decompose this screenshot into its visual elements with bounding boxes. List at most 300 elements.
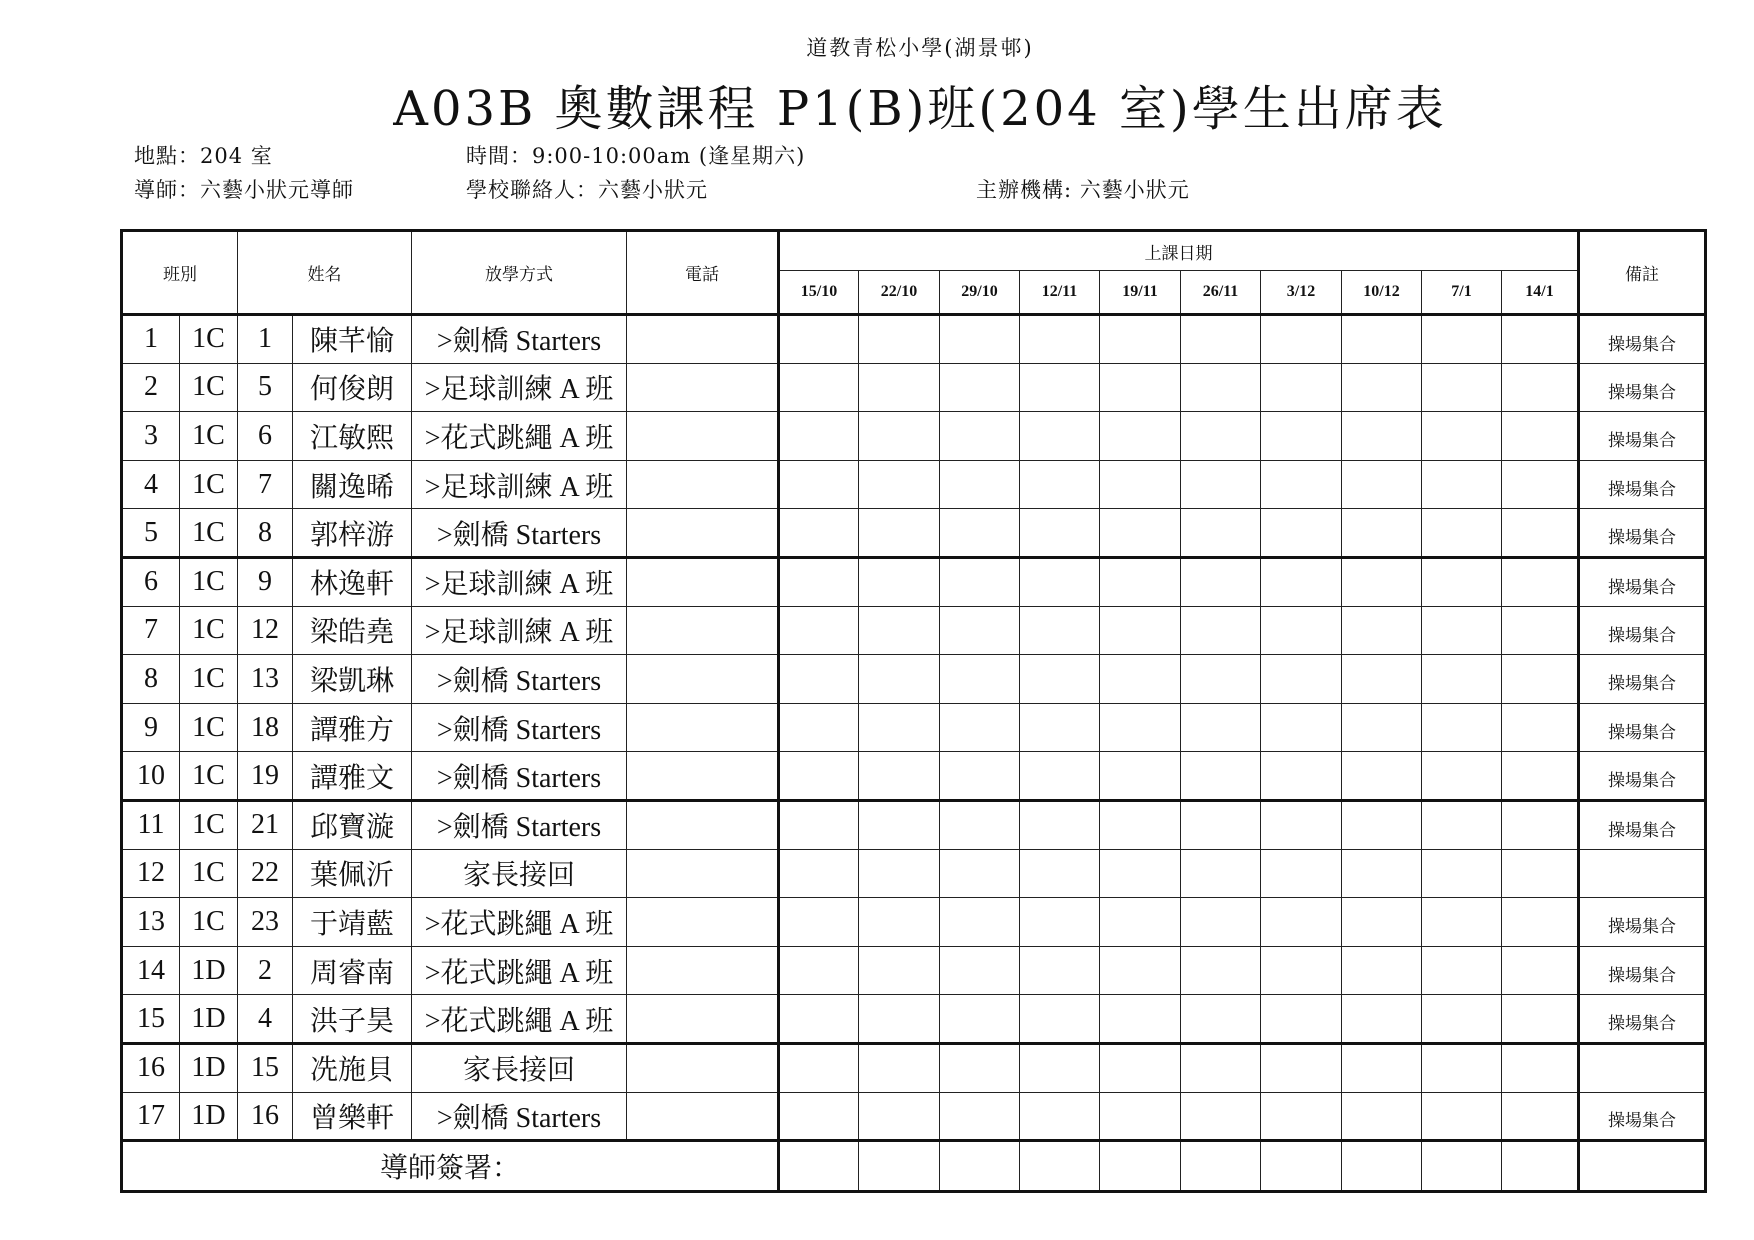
attendance-cell[interactable]: [1422, 363, 1502, 412]
attendance-cell[interactable]: [940, 752, 1020, 801]
attendance-cell[interactable]: [859, 1043, 940, 1092]
row-student-name: 冼施貝: [293, 1043, 412, 1092]
attendance-cell[interactable]: [1422, 412, 1502, 461]
table-row: [122, 509, 1706, 558]
attendance-cell[interactable]: [940, 703, 1020, 752]
attendance-cell[interactable]: [1502, 898, 1579, 947]
attendance-cell[interactable]: [1422, 946, 1502, 995]
attendance-cell[interactable]: [1502, 1092, 1579, 1141]
table-row: [122, 898, 1706, 947]
attendance-cell[interactable]: [1422, 655, 1502, 704]
attendance-cell[interactable]: [1502, 946, 1579, 995]
attendance-cell[interactable]: [859, 995, 940, 1044]
signature-cell[interactable]: [1100, 1141, 1181, 1192]
attendance-cell[interactable]: [1181, 363, 1261, 412]
attendance-cell[interactable]: [1342, 460, 1422, 509]
attendance-cell[interactable]: [1020, 898, 1100, 947]
row-dismissal: 家長接回: [412, 849, 627, 898]
attendance-cell[interactable]: [1502, 800, 1579, 849]
attendance-cell[interactable]: [1100, 606, 1181, 655]
row-class-number: 19: [238, 752, 293, 801]
row-dismissal: >花式跳繩 A 班: [412, 412, 627, 461]
row-number: 5: [122, 509, 180, 558]
attendance-cell[interactable]: [1181, 898, 1261, 947]
table-row: [122, 946, 1706, 995]
row-phone[interactable]: [627, 1092, 779, 1141]
header-remarks: 備註: [1579, 231, 1706, 315]
attendance-cell[interactable]: [859, 460, 940, 509]
date-header: 26/11: [1181, 271, 1261, 315]
attendance-cell[interactable]: [940, 800, 1020, 849]
attendance-cell[interactable]: [1422, 703, 1502, 752]
table-row: [122, 315, 1706, 364]
row-dismissal: >劍橋 Starters: [412, 703, 627, 752]
attendance-cell[interactable]: [1261, 460, 1342, 509]
attendance-cell[interactable]: [1261, 557, 1342, 606]
attendance-cell[interactable]: [1502, 315, 1579, 364]
attendance-cell[interactable]: [940, 898, 1020, 947]
signature-cell[interactable]: [859, 1141, 940, 1192]
attendance-cell[interactable]: [1502, 412, 1579, 461]
row-number: 15: [122, 995, 180, 1044]
row-remark: 操場集合: [1579, 606, 1706, 655]
attendance-cell[interactable]: [1342, 606, 1422, 655]
attendance-cell[interactable]: [1261, 849, 1342, 898]
row-dismissal: >劍橋 Starters: [412, 655, 627, 704]
school-name: 道教青松小學(湖景邨): [806, 36, 1034, 60]
attendance-cell[interactable]: [1342, 363, 1422, 412]
attendance-cell[interactable]: [1342, 509, 1422, 558]
tutor-signature-label: 導師簽署：: [122, 1141, 779, 1192]
attendance-cell[interactable]: [1422, 849, 1502, 898]
row-class: 1C: [180, 509, 238, 558]
table-row: [122, 363, 1706, 412]
attendance-cell[interactable]: [1422, 315, 1502, 364]
row-class: 1C: [180, 703, 238, 752]
row-dismissal: >足球訓練 A 班: [412, 606, 627, 655]
attendance-cell[interactable]: [779, 460, 859, 509]
attendance-cell[interactable]: [1100, 849, 1181, 898]
row-number: 4: [122, 460, 180, 509]
attendance-cell[interactable]: [1342, 655, 1422, 704]
attendance-cell[interactable]: [1020, 995, 1100, 1044]
attendance-cell[interactable]: [779, 315, 859, 364]
attendance-cell[interactable]: [1100, 460, 1181, 509]
attendance-cell[interactable]: [1181, 655, 1261, 704]
row-student-name: 譚雅文: [293, 752, 412, 801]
attendance-cell[interactable]: [1181, 800, 1261, 849]
row-class: 1C: [180, 849, 238, 898]
table-row: [122, 752, 1706, 801]
row-student-name: 周睿南: [293, 946, 412, 995]
signature-cell[interactable]: [1020, 1141, 1100, 1192]
row-phone[interactable]: [627, 752, 779, 801]
attendance-cell[interactable]: [859, 363, 940, 412]
attendance-cell[interactable]: [1422, 1043, 1502, 1092]
attendance-cell[interactable]: [1020, 460, 1100, 509]
row-class: 1D: [180, 946, 238, 995]
attendance-cell[interactable]: [859, 898, 940, 947]
row-phone[interactable]: [627, 315, 779, 364]
row-phone[interactable]: [627, 946, 779, 995]
row-dismissal: >劍橋 Starters: [412, 800, 627, 849]
attendance-cell[interactable]: [1502, 655, 1579, 704]
attendance-cell[interactable]: [1342, 315, 1422, 364]
attendance-cell[interactable]: [1100, 363, 1181, 412]
attendance-cell[interactable]: [859, 800, 940, 849]
attendance-cell[interactable]: [1422, 898, 1502, 947]
row-student-name: 梁皓堯: [293, 606, 412, 655]
attendance-cell[interactable]: [1020, 606, 1100, 655]
row-phone[interactable]: [627, 655, 779, 704]
header-class-dates: 上課日期: [779, 231, 1579, 271]
attendance-cell[interactable]: [1502, 606, 1579, 655]
row-remark: [1579, 1043, 1706, 1092]
attendance-cell[interactable]: [1261, 606, 1342, 655]
table-row: [122, 655, 1706, 704]
attendance-cell[interactable]: [1100, 655, 1181, 704]
attendance-cell[interactable]: [779, 363, 859, 412]
row-class: 1C: [180, 800, 238, 849]
row-student-name: 關逸晞: [293, 460, 412, 509]
row-number: 9: [122, 703, 180, 752]
table-row: [122, 606, 1706, 655]
row-class-number: 16: [238, 1092, 293, 1141]
attendance-cell[interactable]: [1100, 1043, 1181, 1092]
attendance-cell[interactable]: [859, 557, 940, 606]
attendance-cell[interactable]: [779, 1092, 859, 1141]
attendance-cell[interactable]: [940, 606, 1020, 655]
attendance-cell[interactable]: [1100, 800, 1181, 849]
row-phone[interactable]: [627, 703, 779, 752]
attendance-cell[interactable]: [1181, 1043, 1261, 1092]
attendance-cell[interactable]: [1422, 606, 1502, 655]
attendance-cell[interactable]: [1502, 509, 1579, 558]
attendance-cell[interactable]: [940, 315, 1020, 364]
attendance-cell[interactable]: [1100, 412, 1181, 461]
table-row: [122, 1043, 1706, 1092]
attendance-cell[interactable]: [1342, 703, 1422, 752]
signature-cell[interactable]: [1422, 1141, 1502, 1192]
attendance-cell[interactable]: [779, 800, 859, 849]
attendance-cell[interactable]: [940, 412, 1020, 461]
row-number: 17: [122, 1092, 180, 1141]
attendance-cell[interactable]: [940, 849, 1020, 898]
attendance-cell[interactable]: [1181, 460, 1261, 509]
attendance-cell[interactable]: [1181, 557, 1261, 606]
row-phone[interactable]: [627, 898, 779, 947]
row-phone[interactable]: [627, 606, 779, 655]
attendance-cell[interactable]: [1422, 460, 1502, 509]
attendance-cell[interactable]: [779, 557, 859, 606]
row-number: 3: [122, 412, 180, 461]
row-class-number: 8: [238, 509, 293, 558]
row-phone[interactable]: [627, 509, 779, 558]
attendance-cell[interactable]: [1181, 946, 1261, 995]
attendance-cell[interactable]: [1261, 703, 1342, 752]
row-dismissal: >花式跳繩 A 班: [412, 898, 627, 947]
attendance-cell[interactable]: [940, 655, 1020, 704]
row-class-number: 23: [238, 898, 293, 947]
row-number: 8: [122, 655, 180, 704]
attendance-cell[interactable]: [1181, 752, 1261, 801]
attendance-cell[interactable]: [859, 655, 940, 704]
attendance-cell[interactable]: [1100, 557, 1181, 606]
attendance-cell[interactable]: [1020, 800, 1100, 849]
attendance-cell[interactable]: [1422, 995, 1502, 1044]
attendance-cell[interactable]: [1502, 849, 1579, 898]
signature-cell[interactable]: [1342, 1141, 1422, 1192]
attendance-cell[interactable]: [1181, 703, 1261, 752]
attendance-cell[interactable]: [1181, 1092, 1261, 1141]
attendance-cell[interactable]: [1020, 509, 1100, 558]
table-row: [122, 557, 1706, 606]
table-row: [122, 412, 1706, 461]
attendance-cell[interactable]: [859, 703, 940, 752]
row-remark: 操場集合: [1579, 752, 1706, 801]
attendance-cell[interactable]: [1422, 752, 1502, 801]
attendance-cell[interactable]: [1261, 655, 1342, 704]
row-class: 1C: [180, 606, 238, 655]
attendance-cell[interactable]: [1261, 315, 1342, 364]
school-contact-info: 學校聯絡人：六藝小狀元: [466, 178, 708, 202]
row-class-number: 22: [238, 849, 293, 898]
row-remark: 操場集合: [1579, 363, 1706, 412]
attendance-cell[interactable]: [859, 412, 940, 461]
attendance-cell[interactable]: [779, 606, 859, 655]
attendance-cell[interactable]: [1020, 1092, 1100, 1141]
row-remark: 操場集合: [1579, 800, 1706, 849]
row-dismissal: >足球訓練 A 班: [412, 363, 627, 412]
attendance-cell[interactable]: [1342, 946, 1422, 995]
table-row: [122, 800, 1706, 849]
attendance-cell[interactable]: [1261, 946, 1342, 995]
signature-row: [122, 1141, 1706, 1192]
row-number: 14: [122, 946, 180, 995]
attendance-cell[interactable]: [1502, 995, 1579, 1044]
row-phone[interactable]: [627, 995, 779, 1044]
attendance-cell[interactable]: [1020, 946, 1100, 995]
header-name: 姓名: [238, 231, 412, 315]
row-class-number: 9: [238, 557, 293, 606]
header-class: 班別: [122, 231, 238, 315]
row-remark: 操場集合: [1579, 995, 1706, 1044]
attendance-cell[interactable]: [779, 849, 859, 898]
attendance-cell[interactable]: [1502, 703, 1579, 752]
attendance-cell[interactable]: [940, 995, 1020, 1044]
row-class-number: 4: [238, 995, 293, 1044]
attendance-cell[interactable]: [940, 946, 1020, 995]
attendance-cell[interactable]: [779, 946, 859, 995]
attendance-cell[interactable]: [1181, 509, 1261, 558]
row-phone[interactable]: [627, 363, 779, 412]
row-class: 1D: [180, 995, 238, 1044]
attendance-cell[interactable]: [1261, 1043, 1342, 1092]
attendance-cell[interactable]: [1342, 1043, 1422, 1092]
date-header: 14/1: [1502, 271, 1579, 315]
date-header: 29/10: [940, 271, 1020, 315]
attendance-cell[interactable]: [1422, 557, 1502, 606]
attendance-cell[interactable]: [940, 460, 1020, 509]
attendance-cell[interactable]: [1100, 898, 1181, 947]
row-class-number: 7: [238, 460, 293, 509]
attendance-cell[interactable]: [940, 363, 1020, 412]
attendance-cell[interactable]: [1100, 703, 1181, 752]
row-remark: 操場集合: [1579, 460, 1706, 509]
row-number: 2: [122, 363, 180, 412]
attendance-cell[interactable]: [1502, 1043, 1579, 1092]
row-student-name: 梁凱琳: [293, 655, 412, 704]
table-row: [122, 1092, 1706, 1141]
attendance-cell[interactable]: [1100, 315, 1181, 364]
attendance-cell[interactable]: [1342, 995, 1422, 1044]
attendance-cell[interactable]: [1020, 752, 1100, 801]
attendance-cell[interactable]: [1100, 752, 1181, 801]
attendance-cell[interactable]: [1261, 363, 1342, 412]
attendance-cell[interactable]: [1261, 509, 1342, 558]
row-phone[interactable]: [627, 412, 779, 461]
attendance-cell[interactable]: [779, 655, 859, 704]
attendance-cell[interactable]: [940, 557, 1020, 606]
attendance-cell[interactable]: [1100, 946, 1181, 995]
row-class-number: 5: [238, 363, 293, 412]
attendance-cell[interactable]: [1181, 995, 1261, 1044]
attendance-cell[interactable]: [940, 1043, 1020, 1092]
attendance-cell[interactable]: [859, 606, 940, 655]
attendance-cell[interactable]: [1181, 315, 1261, 364]
attendance-cell[interactable]: [1502, 363, 1579, 412]
row-dismissal: >花式跳繩 A 班: [412, 946, 627, 995]
attendance-cell[interactable]: [859, 849, 940, 898]
date-header: 7/1: [1422, 271, 1502, 315]
attendance-cell[interactable]: [1261, 995, 1342, 1044]
attendance-cell[interactable]: [1181, 606, 1261, 655]
row-class: 1C: [180, 363, 238, 412]
attendance-cell[interactable]: [779, 412, 859, 461]
attendance-cell[interactable]: [1422, 509, 1502, 558]
attendance-cell[interactable]: [1020, 315, 1100, 364]
signature-cell[interactable]: [1261, 1141, 1342, 1192]
attendance-cell[interactable]: [1020, 1043, 1100, 1092]
signature-cell[interactable]: [779, 1141, 859, 1192]
row-number: 13: [122, 898, 180, 947]
row-class: 1C: [180, 655, 238, 704]
row-phone[interactable]: [627, 557, 779, 606]
attendance-cell[interactable]: [859, 752, 940, 801]
attendance-cell[interactable]: [779, 752, 859, 801]
row-dismissal: >足球訓練 A 班: [412, 557, 627, 606]
attendance-cell[interactable]: [1342, 1092, 1422, 1141]
row-remark: 操場集合: [1579, 557, 1706, 606]
attendance-cell[interactable]: [1020, 412, 1100, 461]
row-class-number: 12: [238, 606, 293, 655]
attendance-cell[interactable]: [859, 315, 940, 364]
attendance-cell[interactable]: [1261, 752, 1342, 801]
attendance-cell[interactable]: [1020, 849, 1100, 898]
attendance-cell[interactable]: [1100, 509, 1181, 558]
row-phone[interactable]: [627, 1043, 779, 1092]
attendance-cell[interactable]: [1422, 800, 1502, 849]
attendance-cell[interactable]: [1261, 1092, 1342, 1141]
row-class-number: 15: [238, 1043, 293, 1092]
attendance-cell[interactable]: [1100, 995, 1181, 1044]
attendance-cell[interactable]: [1502, 460, 1579, 509]
row-phone[interactable]: [627, 800, 779, 849]
row-class: 1C: [180, 412, 238, 461]
attendance-cell[interactable]: [1261, 800, 1342, 849]
organizer-info: 主辦機構: 六藝小狀元: [976, 178, 1190, 202]
attendance-cell[interactable]: [1181, 412, 1261, 461]
attendance-cell[interactable]: [940, 1092, 1020, 1141]
attendance-cell[interactable]: [859, 1092, 940, 1141]
attendance-cell[interactable]: [779, 995, 859, 1044]
attendance-cell[interactable]: [1422, 1092, 1502, 1141]
attendance-cell[interactable]: [1342, 898, 1422, 947]
attendance-cell[interactable]: [1261, 898, 1342, 947]
row-student-name: 郭梓游: [293, 509, 412, 558]
row-class: 1C: [180, 898, 238, 947]
attendance-cell[interactable]: [1020, 363, 1100, 412]
attendance-cell[interactable]: [779, 509, 859, 558]
attendance-cell[interactable]: [1342, 849, 1422, 898]
table-row: [122, 460, 1706, 509]
signature-cell[interactable]: [940, 1141, 1020, 1192]
row-student-name: 林逸軒: [293, 557, 412, 606]
page-title: A03B 奧數課程 P1(B)班(204 室)學生出席表: [393, 81, 1447, 137]
row-student-name: 江敏熙: [293, 412, 412, 461]
row-remark: 操場集合: [1579, 946, 1706, 995]
row-student-name: 曾樂軒: [293, 1092, 412, 1141]
attendance-cell[interactable]: [779, 898, 859, 947]
row-dismissal: 家長接回: [412, 1043, 627, 1092]
attendance-cell[interactable]: [1342, 557, 1422, 606]
signature-cell[interactable]: [1181, 1141, 1261, 1192]
attendance-cell[interactable]: [940, 509, 1020, 558]
signature-cell[interactable]: [1502, 1141, 1579, 1192]
row-phone[interactable]: [627, 460, 779, 509]
attendance-cell[interactable]: [1342, 800, 1422, 849]
attendance-cell[interactable]: [1100, 1092, 1181, 1141]
attendance-cell[interactable]: [1181, 849, 1261, 898]
date-header: 15/10: [779, 271, 859, 315]
attendance-cell[interactable]: [859, 946, 940, 995]
row-phone[interactable]: [627, 849, 779, 898]
row-dismissal: >劍橋 Starters: [412, 752, 627, 801]
date-header: 22/10: [859, 271, 940, 315]
attendance-cell[interactable]: [1261, 412, 1342, 461]
signature-remark-cell: [1579, 1141, 1706, 1192]
attendance-cell[interactable]: [1502, 752, 1579, 801]
attendance-cell[interactable]: [1502, 557, 1579, 606]
row-number: 7: [122, 606, 180, 655]
row-class-number: 13: [238, 655, 293, 704]
row-dismissal: >足球訓練 A 班: [412, 460, 627, 509]
attendance-cell[interactable]: [1342, 412, 1422, 461]
attendance-cell[interactable]: [779, 703, 859, 752]
attendance-cell[interactable]: [1342, 752, 1422, 801]
attendance-cell[interactable]: [779, 1043, 859, 1092]
attendance-cell[interactable]: [1020, 703, 1100, 752]
attendance-cell[interactable]: [859, 509, 940, 558]
attendance-cell[interactable]: [1020, 655, 1100, 704]
row-student-name: 葉佩沂: [293, 849, 412, 898]
row-remark: 操場集合: [1579, 703, 1706, 752]
row-remark: 操場集合: [1579, 315, 1706, 364]
row-class-number: 18: [238, 703, 293, 752]
row-remark: 操場集合: [1579, 412, 1706, 461]
row-dismissal: >花式跳繩 A 班: [412, 995, 627, 1044]
attendance-cell[interactable]: [1020, 557, 1100, 606]
